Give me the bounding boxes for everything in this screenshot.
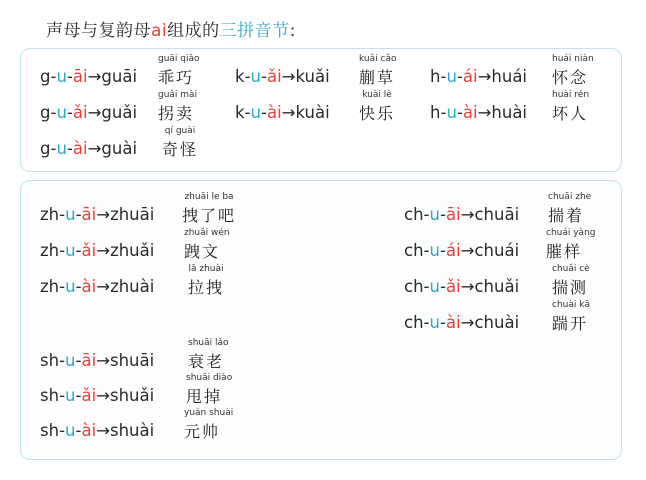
- syllable-entry: [404, 192, 614, 225]
- spelling-formula: g-u-ǎi→guǎi: [40, 103, 138, 122]
- example-hanzi: 元帅: [184, 422, 221, 441]
- example-pinyin: chuái yàng: [546, 228, 596, 238]
- example-pinyin: guāi qiǎo: [158, 54, 200, 64]
- example-pinyin: guǎi mài: [158, 90, 198, 100]
- example-pinyin: kuài lè: [362, 90, 392, 100]
- example-hanzi: 奇怪: [162, 140, 199, 159]
- syllable-entry: [404, 300, 614, 333]
- example-pinyin: chuāi zhe: [548, 192, 592, 202]
- example-word: [158, 90, 197, 124]
- example-hanzi: 甩掉: [186, 387, 223, 406]
- spelling-formula: g-u-āi→guāi: [40, 67, 138, 86]
- title-vowel: ai: [151, 21, 168, 41]
- syllable-entry: [40, 228, 260, 261]
- syllable-entry: [235, 90, 415, 123]
- syllable-entry: [235, 54, 415, 87]
- example-word: [158, 54, 200, 88]
- spelling-formula: g-u-ài→guài: [40, 139, 138, 158]
- example-pinyin: shuāi lǎo: [188, 338, 229, 348]
- example-hanzi: 跩文: [184, 242, 221, 261]
- syllable-entry: [40, 338, 260, 371]
- syllable-entry: [40, 54, 220, 87]
- spelling-formula: ch-u-ài→chuài: [404, 313, 520, 332]
- example-hanzi: 衰老: [188, 352, 225, 371]
- title-highlight: 三拼音节: [219, 21, 290, 41]
- example-hanzi: 踹开: [552, 314, 589, 333]
- example-word: [552, 300, 590, 334]
- spelling-formula: k-u-ǎi→kuǎi: [235, 67, 330, 86]
- title-part1: 声母与复韵母: [46, 21, 151, 41]
- spelling-formula: ch-u-āi→chuāi: [404, 205, 520, 224]
- example-word: [182, 192, 236, 226]
- example-hanzi: 拉拽: [188, 278, 225, 297]
- example-word: [184, 408, 233, 442]
- spelling-formula: sh-u-ài→shuài: [40, 421, 155, 440]
- example-hanzi: 拽了吧: [182, 206, 237, 225]
- title-part2: 组成的: [167, 21, 220, 41]
- spelling-formula: h-u-ài→huài: [430, 103, 528, 122]
- title-colon: :: [289, 21, 296, 41]
- syllable-entry: [40, 90, 220, 123]
- example-pinyin: chuài kā: [552, 300, 590, 310]
- page-title: [46, 16, 296, 41]
- example-word: [552, 264, 590, 298]
- spelling-formula: zh-u-ǎi→zhuǎi: [40, 241, 155, 260]
- spelling-formula: zh-u-āi→zhuāi: [40, 205, 155, 224]
- example-hanzi: 拐卖: [158, 104, 195, 123]
- spelling-formula: ch-u-ǎi→chuǎi: [404, 277, 520, 296]
- spelling-formula: zh-u-ài→zhuài: [40, 277, 155, 296]
- syllable-entry: [430, 54, 610, 87]
- example-pinyin: lā zhuài: [188, 264, 224, 274]
- example-word: [188, 338, 229, 372]
- syllable-entry: [40, 126, 220, 159]
- syllable-entry: [40, 408, 260, 441]
- example-hanzi: 快乐: [359, 104, 396, 123]
- syllable-entry: [430, 90, 610, 123]
- example-hanzi: 膗样: [546, 242, 583, 261]
- example-word: [552, 54, 594, 88]
- example-hanzi: 怀念: [552, 68, 589, 87]
- syllable-entry: [404, 228, 614, 261]
- example-pinyin: zhuāi le ba: [184, 192, 234, 202]
- example-pinyin: shuǎi diào: [186, 373, 233, 383]
- spelling-formula: sh-u-āi→shuāi: [40, 351, 155, 370]
- syllable-entry: [40, 264, 260, 297]
- example-hanzi: 乖巧: [158, 68, 195, 87]
- example-word: [552, 90, 589, 124]
- example-hanzi: 揣测: [552, 278, 589, 297]
- example-word: [184, 228, 230, 262]
- example-pinyin: qí guài: [164, 126, 196, 136]
- spelling-formula: ch-u-ái→chuái: [404, 241, 520, 260]
- example-word: [359, 90, 395, 124]
- example-word: [546, 228, 596, 262]
- example-word: [548, 192, 591, 226]
- example-word: [359, 54, 397, 88]
- example-pinyin: yuán shuài: [184, 408, 234, 418]
- syllable-entry: [40, 192, 260, 225]
- example-pinyin: huài rén: [552, 90, 590, 100]
- example-hanzi: 坏人: [552, 104, 589, 123]
- example-pinyin: huái niàn: [552, 54, 594, 64]
- syllable-entry: [40, 373, 260, 406]
- example-pinyin: kuǎi cǎo: [359, 54, 397, 64]
- example-word: [186, 373, 232, 407]
- example-word: [188, 264, 224, 298]
- example-pinyin: zhuǎi wén: [184, 228, 230, 238]
- example-word: [162, 126, 198, 160]
- syllable-entry: [404, 264, 614, 297]
- spelling-formula: h-u-ái→huái: [430, 67, 528, 86]
- spelling-formula: k-u-ài→kuài: [235, 103, 330, 122]
- example-pinyin: chuǎi cè: [552, 264, 590, 274]
- example-hanzi: 蒯草: [359, 68, 396, 87]
- spelling-formula: sh-u-ǎi→shuǎi: [40, 386, 155, 405]
- example-hanzi: 揣着: [548, 206, 585, 225]
